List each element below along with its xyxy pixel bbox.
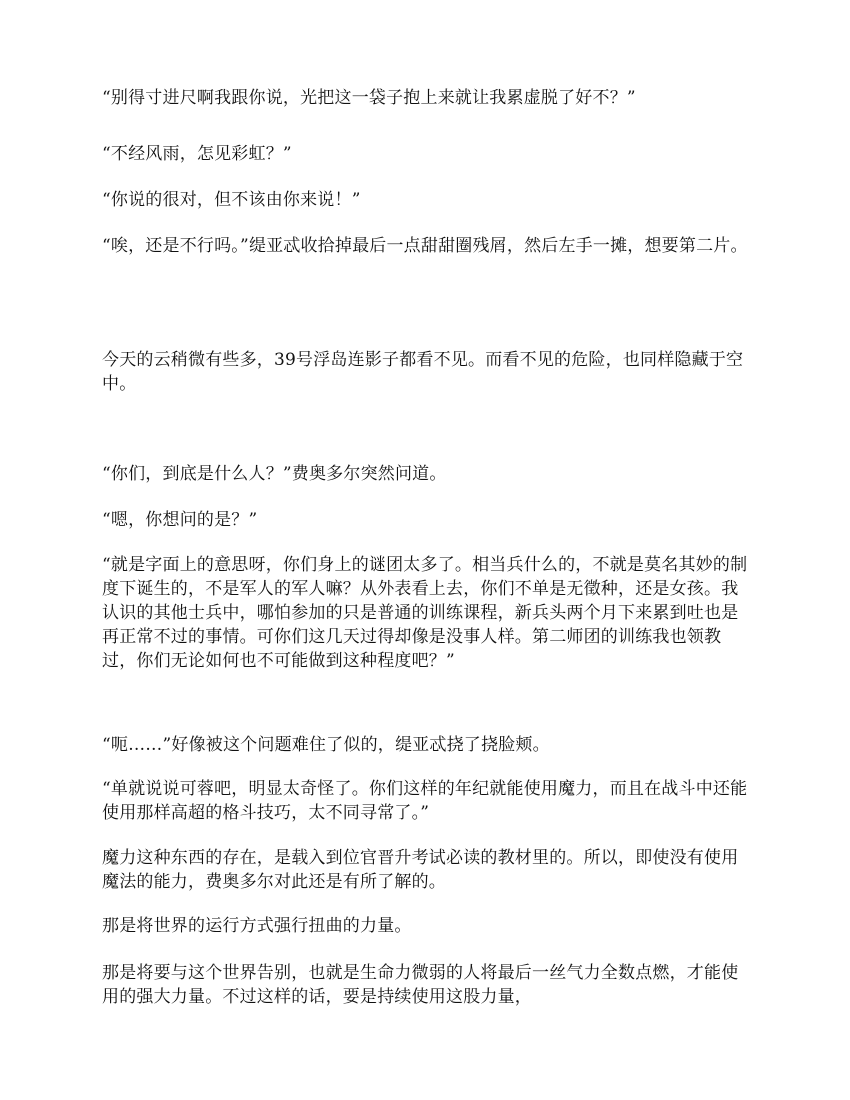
paragraph-3: “你说的很对，但不该由你来说！”: [102, 190, 361, 210]
paragraph-9: “呃……”好像被这个问题难住了似的，缇亚忒挠了挠脸颊。: [102, 735, 550, 755]
paragraph-4: “唉，还是不行吗。”缇亚忒收拾掉最后一点甜甜圈残屑，然后左手一摊，想要第二片。: [102, 236, 748, 256]
paragraph-13: 那是将要与这个世界告别，也就是生命力微弱的人将最后一丝气力全数点燃，才能使用的强大力量。不过这样的话，要是持续使用这股力量，: [102, 963, 739, 1007]
paragraph-8: “就是字面上的意思呀，你们身上的谜团太多了。相当兵什么的，不就是莫名其妙的制度下诞生的，不是军人的军人嘛？从外表看上去，你们不单是无徵种，还是女孩。我认识的其他士兵中，哪怕参加的只是普通的训练课程，新兵头两个月下来累到吐也是再正常不过的事情。可你们这几天过得却像是没事人样。第二师团的训练我也领教过，你们无论如何也不可能做到这种程度吧？”: [102, 555, 748, 671]
paragraph-1: “别得寸进尺啊我跟你说，光把这一袋子抱上来就让我累虚脱了好不？”: [102, 88, 636, 108]
paragraph-6: “你们，到底是什么人？”费奥多尔突然问道。: [102, 464, 447, 484]
paragraph-7: “嗯，你想问的是？”: [102, 510, 258, 530]
paragraph-11: 魔力这种东西的存在，是载入到位官晋升考试必读的教材里的。所以，即使没有使用魔法的能力，费奥多尔对此还是有所了解的。: [102, 848, 739, 892]
paragraph-2: “不经风雨，怎见彩虹？”: [102, 144, 292, 164]
paragraph-12: 那是将世界的运行方式强行扭曲的力量。: [102, 916, 412, 936]
paragraph-10: “单就说说可蓉吧，明显太奇怪了。你们这样的年纪就能使用魔力，而且在战斗中还能使用那样高超的格斗技巧，太不同寻常了。”: [102, 779, 748, 823]
paragraph-5: 今天的云稍微有些多，39号浮岛连影子都看不见。而看不见的危险，也同样隐藏于空中。: [102, 350, 744, 394]
